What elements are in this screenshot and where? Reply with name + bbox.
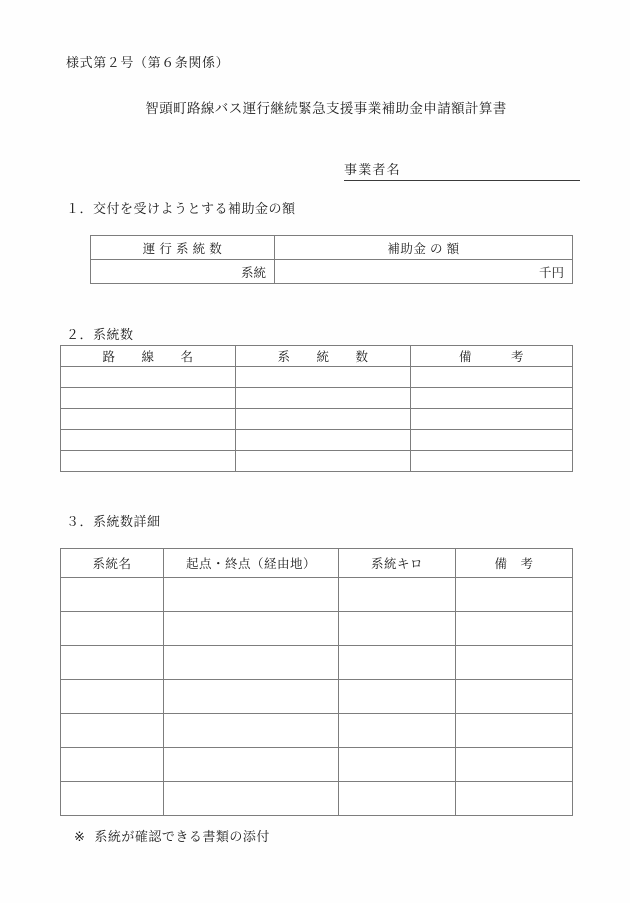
- table-row: [61, 367, 573, 388]
- cell-remarks[interactable]: [456, 680, 573, 714]
- header-system-km: 系統キロ: [339, 549, 456, 578]
- cell-remarks[interactable]: [456, 578, 573, 612]
- header-route-count: 運 行 系 統 数: [91, 236, 275, 260]
- table-row: [61, 748, 573, 782]
- cell-system-count[interactable]: [236, 430, 411, 451]
- table-row: [61, 578, 573, 612]
- table-row: [61, 409, 573, 430]
- header-remarks: 備 考: [411, 346, 573, 367]
- cell-remarks[interactable]: [411, 451, 573, 472]
- reference-mark-icon: ※: [74, 829, 86, 844]
- cell-system-name[interactable]: [61, 714, 164, 748]
- cell-origin-destination[interactable]: [164, 782, 339, 816]
- cell-subsidy-amount-unit[interactable]: 千円: [275, 260, 573, 284]
- cell-remarks[interactable]: [456, 646, 573, 680]
- cell-system-name[interactable]: [61, 646, 164, 680]
- cell-origin-destination[interactable]: [164, 578, 339, 612]
- cell-system-count[interactable]: [236, 367, 411, 388]
- table-row: [61, 782, 573, 816]
- business-name-value[interactable]: [401, 163, 580, 178]
- cell-system-km[interactable]: [339, 748, 456, 782]
- cell-remarks[interactable]: [456, 782, 573, 816]
- table-row: [61, 388, 573, 409]
- header-subsidy-amount: 補助金 の 額: [275, 236, 573, 260]
- cell-remarks[interactable]: [411, 388, 573, 409]
- table-row: [61, 714, 573, 748]
- table-row: [61, 430, 573, 451]
- cell-origin-destination[interactable]: [164, 714, 339, 748]
- cell-remarks[interactable]: [411, 409, 573, 430]
- cell-origin-destination[interactable]: [164, 612, 339, 646]
- cell-route-name[interactable]: [61, 409, 236, 430]
- header-system-name: 系統名: [61, 549, 164, 578]
- cell-system-name[interactable]: [61, 578, 164, 612]
- cell-system-count[interactable]: [236, 409, 411, 430]
- cell-system-km[interactable]: [339, 612, 456, 646]
- table-header-row: [61, 549, 573, 578]
- subsidy-amount-table: [90, 235, 573, 284]
- table-row: [61, 646, 573, 680]
- form-number: 様式第２号（第６条関係）: [66, 55, 230, 70]
- cell-route-name[interactable]: [61, 367, 236, 388]
- cell-remarks[interactable]: [456, 748, 573, 782]
- cell-system-count[interactable]: [236, 388, 411, 409]
- cell-system-count[interactable]: [236, 451, 411, 472]
- cell-remarks[interactable]: [411, 430, 573, 451]
- cell-route-count-unit[interactable]: 系統: [91, 260, 275, 284]
- header-route-name: 路 線 名: [61, 346, 236, 367]
- table-header-row: [61, 346, 573, 367]
- cell-system-name[interactable]: [61, 782, 164, 816]
- business-name-label: 事業者名: [344, 162, 401, 177]
- table-row: [91, 260, 573, 284]
- route-count-table: [60, 345, 573, 472]
- cell-route-name[interactable]: [61, 430, 236, 451]
- cell-remarks[interactable]: [411, 367, 573, 388]
- cell-system-km[interactable]: [339, 714, 456, 748]
- table-header-row: [91, 236, 573, 260]
- footnote: [74, 826, 270, 845]
- footnote-text: 系統が確認できる書類の添付: [94, 829, 270, 844]
- cell-route-name[interactable]: [61, 451, 236, 472]
- table-row: [61, 612, 573, 646]
- business-name-field[interactable]: [344, 159, 580, 181]
- page-title: 智頭町路線バス運行継続緊急支援事業補助金申請額計算書: [145, 101, 507, 116]
- section-1-heading: １．交付を受けようとする補助金の額: [66, 201, 296, 216]
- route-detail-table: [60, 548, 573, 816]
- cell-system-name[interactable]: [61, 612, 164, 646]
- cell-origin-destination[interactable]: [164, 646, 339, 680]
- section-2-heading: ２．系統数: [66, 327, 134, 342]
- cell-remarks[interactable]: [456, 714, 573, 748]
- cell-origin-destination[interactable]: [164, 748, 339, 782]
- cell-route-name[interactable]: [61, 388, 236, 409]
- cell-system-name[interactable]: [61, 748, 164, 782]
- cell-system-km[interactable]: [339, 646, 456, 680]
- cell-remarks[interactable]: [456, 612, 573, 646]
- header-remarks: 備 考: [456, 549, 573, 578]
- cell-system-name[interactable]: [61, 680, 164, 714]
- table-row: [61, 451, 573, 472]
- cell-system-km[interactable]: [339, 782, 456, 816]
- section-3-heading: ３．系統数詳細: [66, 514, 161, 529]
- cell-system-km[interactable]: [339, 680, 456, 714]
- header-origin-destination: 起点・終点（経由地）: [164, 549, 339, 578]
- table-row: [61, 680, 573, 714]
- header-system-count: 系 統 数: [236, 346, 411, 367]
- cell-system-km[interactable]: [339, 578, 456, 612]
- cell-origin-destination[interactable]: [164, 680, 339, 714]
